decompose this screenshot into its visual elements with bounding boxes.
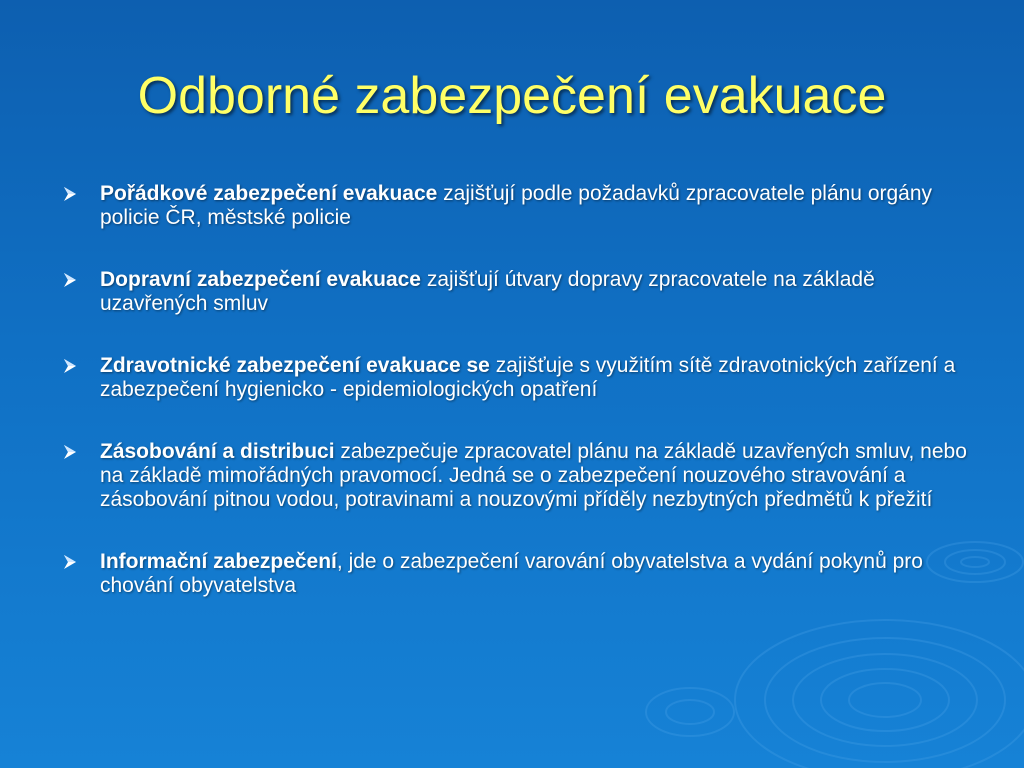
bullet-item bbox=[62, 440, 972, 512]
bullet-list bbox=[62, 182, 972, 598]
bullet-heading: Pořádkové zabezpečení evakuace bbox=[100, 182, 438, 205]
chevron-arrow-icon bbox=[62, 357, 78, 375]
bullet-heading: Informační zabezpečení bbox=[100, 550, 337, 573]
bullet-item bbox=[62, 182, 972, 230]
chevron-arrow-icon bbox=[62, 185, 78, 203]
chevron-arrow-icon bbox=[62, 271, 78, 289]
bullet-heading: Zásobování a distribuci bbox=[100, 440, 335, 463]
bullet-text: zabezpečuje zpracovatel plánu na základě uzavřených smluv, nebo na základě mimořádných pravomocí. Jedná se o zabezpečení nouzového stravování a zásobování pitnou vodou, potravinami a nouzovými příděly nezbytných předmětů k přežití bbox=[100, 440, 967, 511]
slide-title: Odborné zabezpečení evakuace bbox=[137, 67, 887, 125]
bullet-text: , jde o zabezpečení varování obyvatelstva a vydání pokynů pro chování obyvatelstva bbox=[100, 550, 923, 597]
chevron-arrow-icon bbox=[62, 443, 78, 461]
bullet-item bbox=[62, 550, 972, 598]
bullet-heading: Zdravotnické zabezpečení evakuace se bbox=[100, 354, 490, 377]
chevron-arrow-icon bbox=[62, 553, 78, 571]
bullet-text: zajišťuje s využitím sítě zdravotnických zařízení a zabezpečení hygienicko - epidemiologických opatření bbox=[100, 354, 956, 401]
bullet-text: zajišťují útvary dopravy zpracovatele na základě uzavřených smluv bbox=[100, 268, 875, 315]
bullet-item bbox=[62, 268, 972, 316]
bullet-heading: Dopravní zabezpečení evakuace bbox=[100, 268, 421, 291]
bullet-item bbox=[62, 354, 972, 402]
bullet-text: zajišťují podle požadavků zpracovatele plánu orgány policie ČR, městské policie bbox=[100, 182, 933, 229]
